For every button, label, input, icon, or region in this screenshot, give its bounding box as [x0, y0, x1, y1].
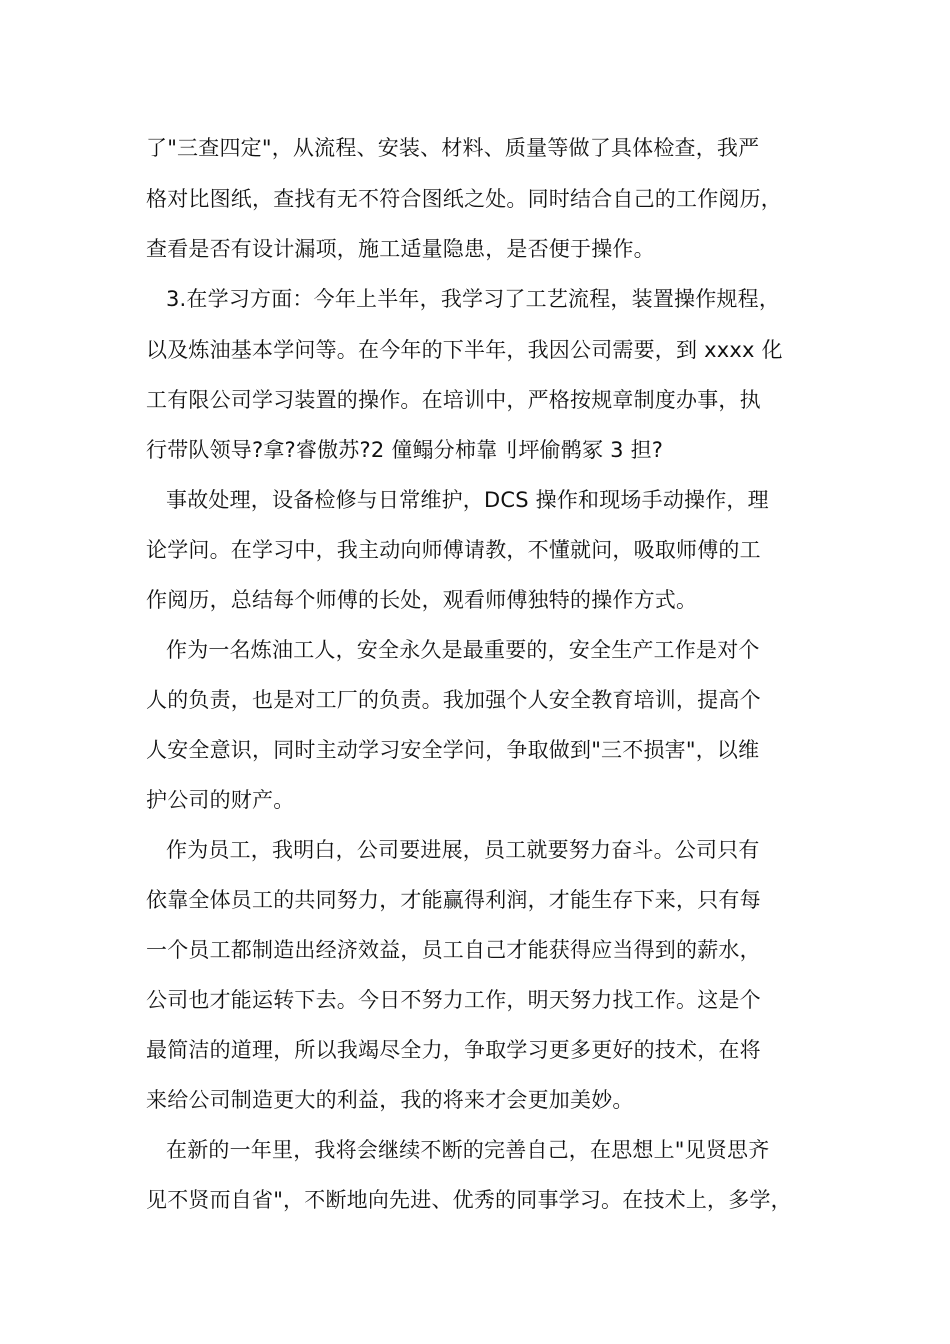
text-line: 人安全意识，同时主动学习安全学问，争取做到"三不损害"，以维	[146, 738, 760, 762]
text-line: 查看是否有设计漏项，施工适量隐患，是否便于操作。	[146, 237, 655, 261]
text-line: 作为一名炼油工人，安全永久是最重要的，安全生产工作是对个	[166, 638, 760, 662]
text-line: 作阅历，总结每个师傅的长处，观看师傅独特的操作方式。	[146, 588, 698, 612]
text-line: 护公司的财产。	[146, 788, 295, 812]
text-line: 论学问。在学习中，我主动向师傅请教，不懂就问，吸取师傅的工	[146, 538, 761, 562]
text-line: 格对比图纸，查找有无不符合图纸之处。同时结合自己的工作阅历，	[146, 187, 782, 211]
text-line: 人的负责，也是对工厂的负责。我加强个人安全教育培训，提高个	[146, 688, 761, 712]
text-line: 一个员工都制造出经济效益，员工自己才能获得应当得到的薪水，	[146, 938, 761, 962]
text-line: 3.在学习方面：今年上半年，我学习了工艺流程，装置操作规程，	[166, 287, 781, 311]
text-line: 以及炼油基本学问等。在今年的下半年，我因公司需要，到 xxxx 化	[146, 338, 783, 362]
text-line: 来给公司制造更大的利益，我的将来才会更加美妙。	[146, 1088, 634, 1112]
text-line: 事故处理，设备检修与日常维护，DCS 操作和现场手动操作，理	[166, 488, 769, 512]
text-line: 见不贤而自省"，不断地向先进、优秀的同事学习。在技术上，多学，	[146, 1188, 792, 1212]
text-line: 行带队领导?拿?睿傲苏?2 僮鳎分柿靠刂坪偷鹘冢 3 担?	[146, 438, 664, 462]
text-line: 作为员工，我明白，公司要进展，员工就要努力奋斗。公司只有	[166, 838, 760, 862]
text-line: 最简洁的道理，所以我竭尽全力，争取学习更多更好的技术，在将	[146, 1038, 761, 1062]
text-line: 工有限公司学习装置的操作。在培训中，严格按规章制度办事，执	[146, 388, 761, 412]
text-line: 依靠全体员工的共同努力，才能赢得利润，才能生存下来，只有每	[146, 888, 761, 912]
text-line: 了"三查四定"，从流程、安装、材料、质量等做了具体检查，我严	[146, 136, 760, 160]
text-line: 在新的一年里，我将会继续不断的完善自己，在思想上"见贤思齐	[166, 1138, 770, 1162]
text-line: 公司也才能运转下去。今日不努力工作，明天努力找工作。这是个	[146, 988, 761, 1012]
